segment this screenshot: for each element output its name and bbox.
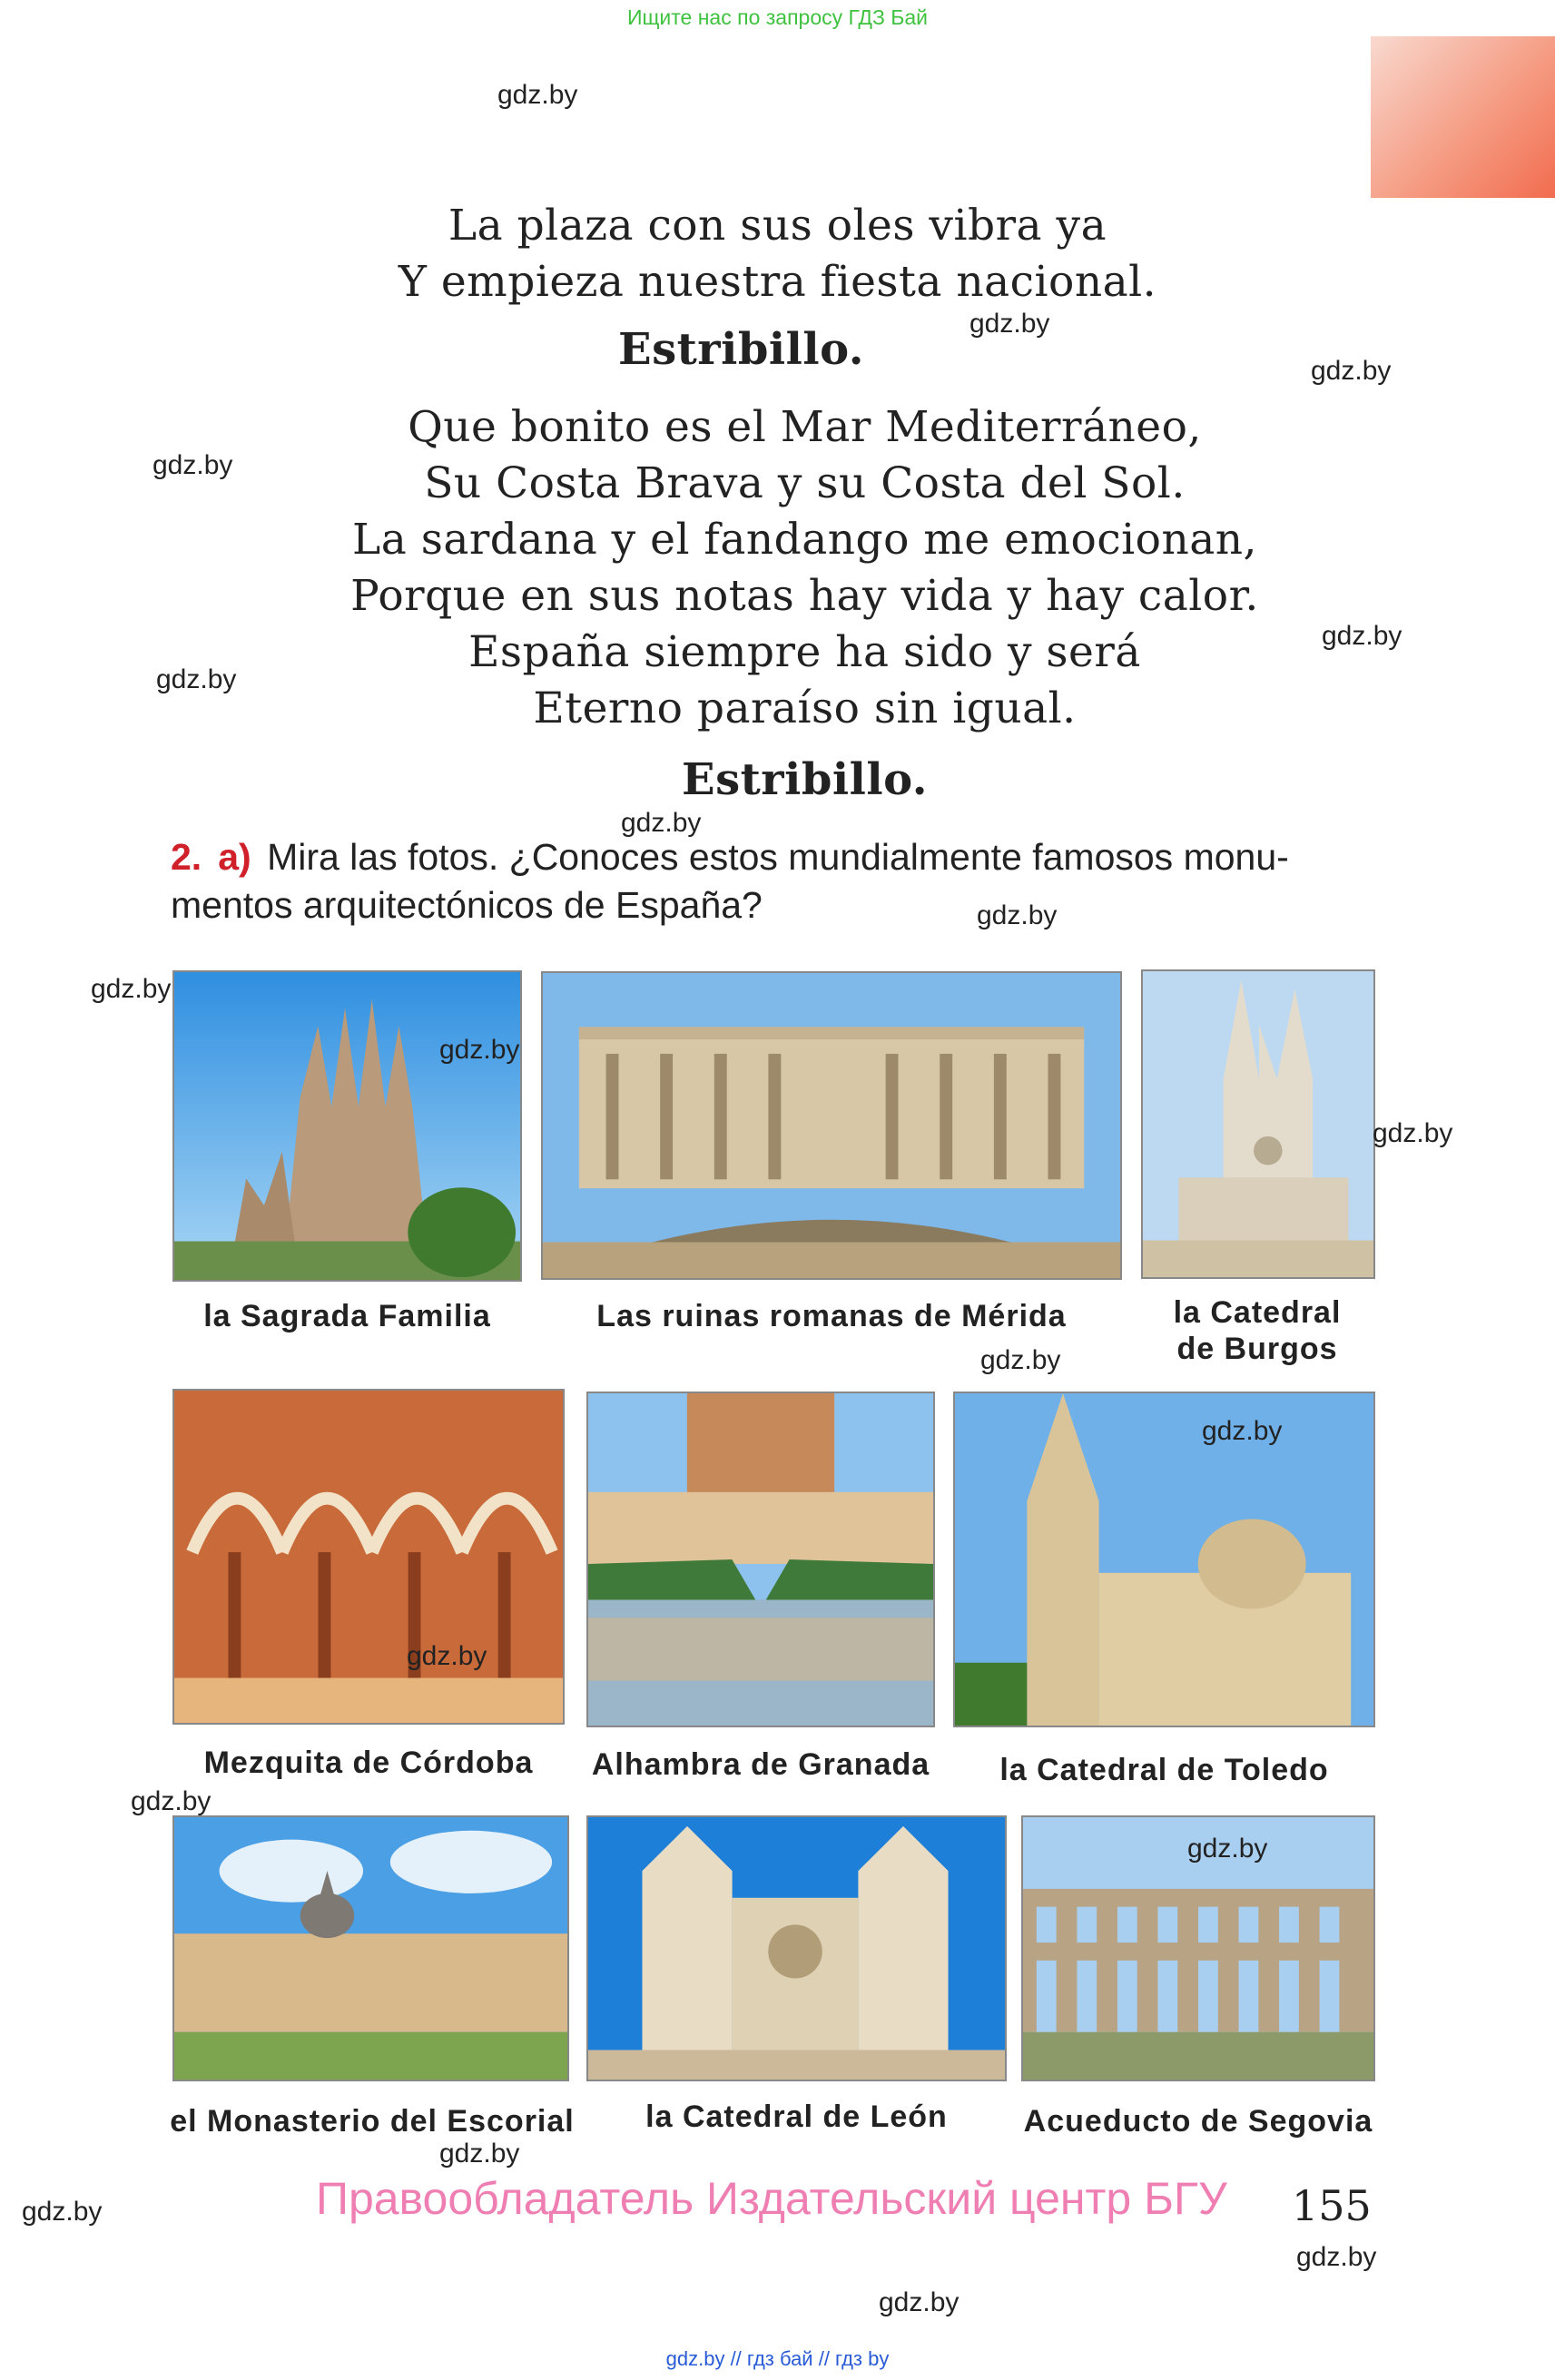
watermark: gdz.by <box>131 1786 212 1816</box>
caption-merida: Las ruinas romanas de Mérida <box>596 1299 1067 1333</box>
corner-tab <box>1371 36 1555 198</box>
caption-leon: la Catedral de León <box>645 2100 948 2134</box>
watermark: gdz.by <box>439 1035 520 1065</box>
caption-line: de Burgos <box>1176 1332 1338 1366</box>
task-number: 2. <box>171 836 202 878</box>
leon-cathedral-photo <box>586 1815 1007 2081</box>
watermark: gdz.by <box>1322 621 1402 651</box>
bottom-links[interactable]: gdz.by // гдз бай // гдз by <box>665 2347 890 2370</box>
poem-refrain-2 <box>27 752 1555 808</box>
watermark: gdz.by <box>977 900 1058 930</box>
caption-sagrada-familia: la Sagrada Familia <box>203 1299 491 1333</box>
poem-line: Y empieza nuestra fiesta nacional. <box>398 257 1157 307</box>
caption-segovia: Acueducto de Segovia <box>1023 2104 1373 2139</box>
refrain: Estribillo. <box>682 754 928 805</box>
watermark: gdz.by <box>91 974 172 1004</box>
watermark: gdz.by <box>879 2287 960 2317</box>
watermark: gdz.by <box>22 2197 103 2227</box>
poem-line: Eterno paraíso sin igual. <box>533 684 1077 733</box>
caption-alhambra: Alhambra de Granada <box>591 1747 930 1782</box>
task-text-1: Mira las fotos. ¿Conoces estos mundialmente famosos monu- <box>267 836 1289 878</box>
caption-line: la Catedral <box>1173 1295 1342 1330</box>
caption-burgos <box>1126 1294 1389 1367</box>
poem-line: La plaza con sus oles vibra ya <box>448 201 1107 251</box>
cordoba-mosque-photo <box>172 1389 565 1725</box>
task-letter: a) <box>218 836 251 878</box>
watermark: gdz.by <box>980 1345 1061 1375</box>
watermark: gdz.by <box>156 664 237 694</box>
watermark: gdz.by <box>153 450 233 480</box>
task-2a <box>171 833 1387 929</box>
poem-stanza-2 <box>27 399 1555 737</box>
watermark: gdz.by <box>1202 1416 1283 1446</box>
burgos-cathedral-photo <box>1141 969 1375 1279</box>
sagrada-familia-photo <box>172 970 522 1282</box>
merida-ruins-photo <box>541 971 1122 1280</box>
watermark: gdz.by <box>1296 2242 1377 2272</box>
watermark: gdz.by <box>969 309 1050 339</box>
toledo-cathedral-photo <box>953 1392 1375 1727</box>
watermark: gdz.by <box>497 80 578 110</box>
caption-toledo: la Catedral de Toledo <box>999 1753 1329 1787</box>
poem-line: Porque en sus notas hay vida y hay calor. <box>350 571 1259 621</box>
watermark: gdz.by <box>1311 356 1392 386</box>
watermark: gdz.by <box>1187 1834 1268 1864</box>
watermark: gdz.by <box>439 2139 520 2169</box>
watermark: gdz.by <box>407 1641 487 1671</box>
task-text-2: mentos arquitectónicos de España? <box>171 884 763 926</box>
caption-escorial: el Monasterio del Escorial <box>170 2104 575 2139</box>
caption-cordoba: Mezquita de Córdoba <box>203 1746 534 1780</box>
poem-stanza-1 <box>0 198 1555 310</box>
top-banner: Ищите нас по запросу ГДЗ Бай <box>626 5 929 29</box>
watermark: gdz.by <box>1373 1118 1453 1148</box>
escorial-photo <box>172 1815 569 2081</box>
refrain: Estribillo. <box>618 324 864 375</box>
poem-line: Que bonito es el Mar Mediterráneo, <box>408 402 1202 452</box>
poem-refrain-1 <box>0 321 1519 378</box>
poem-line: España siempre ha sido y será <box>468 627 1141 677</box>
alhambra-photo <box>586 1392 935 1727</box>
copyright-notice: Правообладатель Издательский центр БГУ <box>316 2173 1227 2224</box>
watermark: gdz.by <box>621 808 702 838</box>
poem-line: La sardana y el fandango me emocionan, <box>352 515 1257 565</box>
poem-line: Su Costa Brava y su Costa del Sol. <box>424 458 1186 508</box>
page-number: 155 <box>1292 2181 1372 2230</box>
